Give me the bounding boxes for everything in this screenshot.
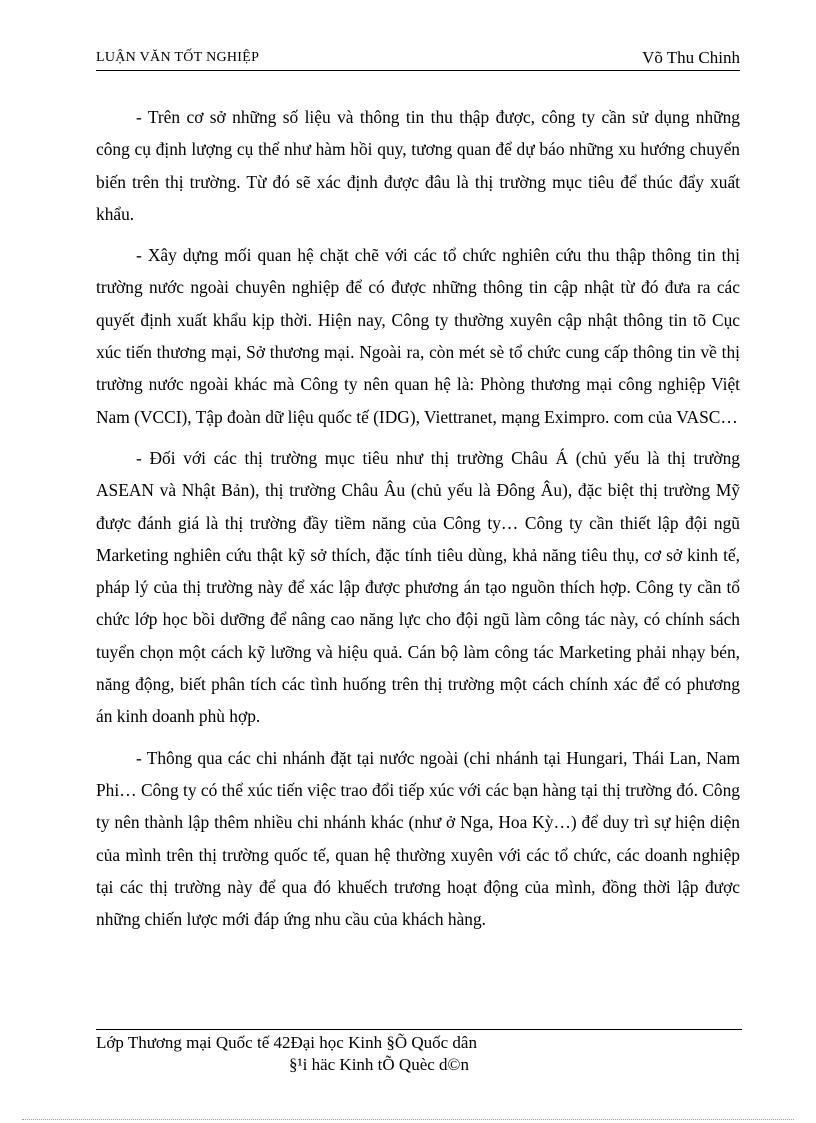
header-thesis-label: LUẬN VĂN TỐT NGHIỆP <box>96 50 260 65</box>
page-header <box>96 46 740 72</box>
footer-divider <box>96 1029 742 1030</box>
paragraph-foreign-branches: - Thông qua các chi nhánh đặt tại nước ngoài (chi nhánh tại Hungari, Thái Lan, Nam Phi… Công ty có thể xúc tiến việc trao đổi tiếp xúc với các bạn hàng tại thị trường đó. Công ty nên thành lập thêm nhiều chi nhánh khác (như ở Nga, Hoa Kỳ…) để duy trì sự hiện diện của mình trên thị trường quốc tế, quan hệ thường xuyên với các tổ chức, các doanh nghiệp tại các thị trường này để qua đó khuếch trương hoạt động của mình, đồng thời lập được những chiến lược mới đáp ứng nhu cầu của khách hàng. <box>96 747 740 930</box>
paragraph-market-forecast: - Trên cơ sở những số liệu và thông tin thu thập được, công ty cần sử dụng những công cụ định lượng cụ thể như hàm hồi quy, tương quan để dự báo những xu hướng chuyển biến trên thị trường. Từ đó sẽ xác định được đâu là thị trường mục tiêu để thúc đẩy xuất khẩu. <box>96 107 740 224</box>
header-divider <box>96 70 740 71</box>
page-bottom-edge <box>22 1119 794 1120</box>
document-body <box>96 101 740 944</box>
paragraph-research-organizations: - Xây dựng mối quan hệ chặt chẽ với các tổ chức nghiên cứu thu thập thông tin thị trường nước ngoài chuyên nghiệp để có được những thông tin cập nhật từ đó đưa ra các quyết định xuất khẩu kịp thời. Hiện nay, Công ty thường xuyên cập nhật thông tin tõ Cục xúc tiến thương mại, Sở thương mại. Ngoài ra, còn mét sè tổ chức cung cấp thông tin về thị trường nước ngoài khác mà Công ty nên quan hệ là: Phòng thương mại công nghiệp Việt Nam (VCCI), Tập đoàn dữ liệu quốc tế (IDG), Viettranet, mạng Eximpro. com của VASC… <box>96 245 740 427</box>
header-author-name: Võ Thu Chinh <box>642 48 740 67</box>
footer-class-university: Lớp Thương mại Quốc tế 42Đại học Kinh §Õ Quốc dân <box>96 1033 477 1052</box>
paragraph-target-markets: - Đối với các thị trường mục tiêu như thị trường Châu Á (chủ yếu là thị trường ASEAN và Nhật Bản), thị trường Châu Âu (chủ yếu là Đông Âu), đặc biệt thị trường Mỹ được đánh giá là thị trường đầy tiềm năng của Công ty… Công ty cần thiết lập đội ngũ Marketing nghiên cứu thật kỹ sở thích, đặc tính tiêu dùng, khả năng tiêu thụ, cơ sở kinh tế, pháp lý của thị trường này để xác lập được phương án tạo nguồn thích hợp. Công ty cần tổ chức lớp học bồi dưỡng để nâng cao năng lực cho đội ngũ làm công tác này, có chính sách tuyển chọn một cách kỹ lưỡng và hiệu quả. Cán bộ làm công tác Marketing phải nhạy bén, năng động, biết phân tích các tình huống trên thị trường một cách chính xác để có phương án kinh doanh phù hợp. <box>96 447 740 727</box>
footer-university-garbled: §¹i häc Kinh tÕ Quèc d©n <box>289 1055 469 1074</box>
